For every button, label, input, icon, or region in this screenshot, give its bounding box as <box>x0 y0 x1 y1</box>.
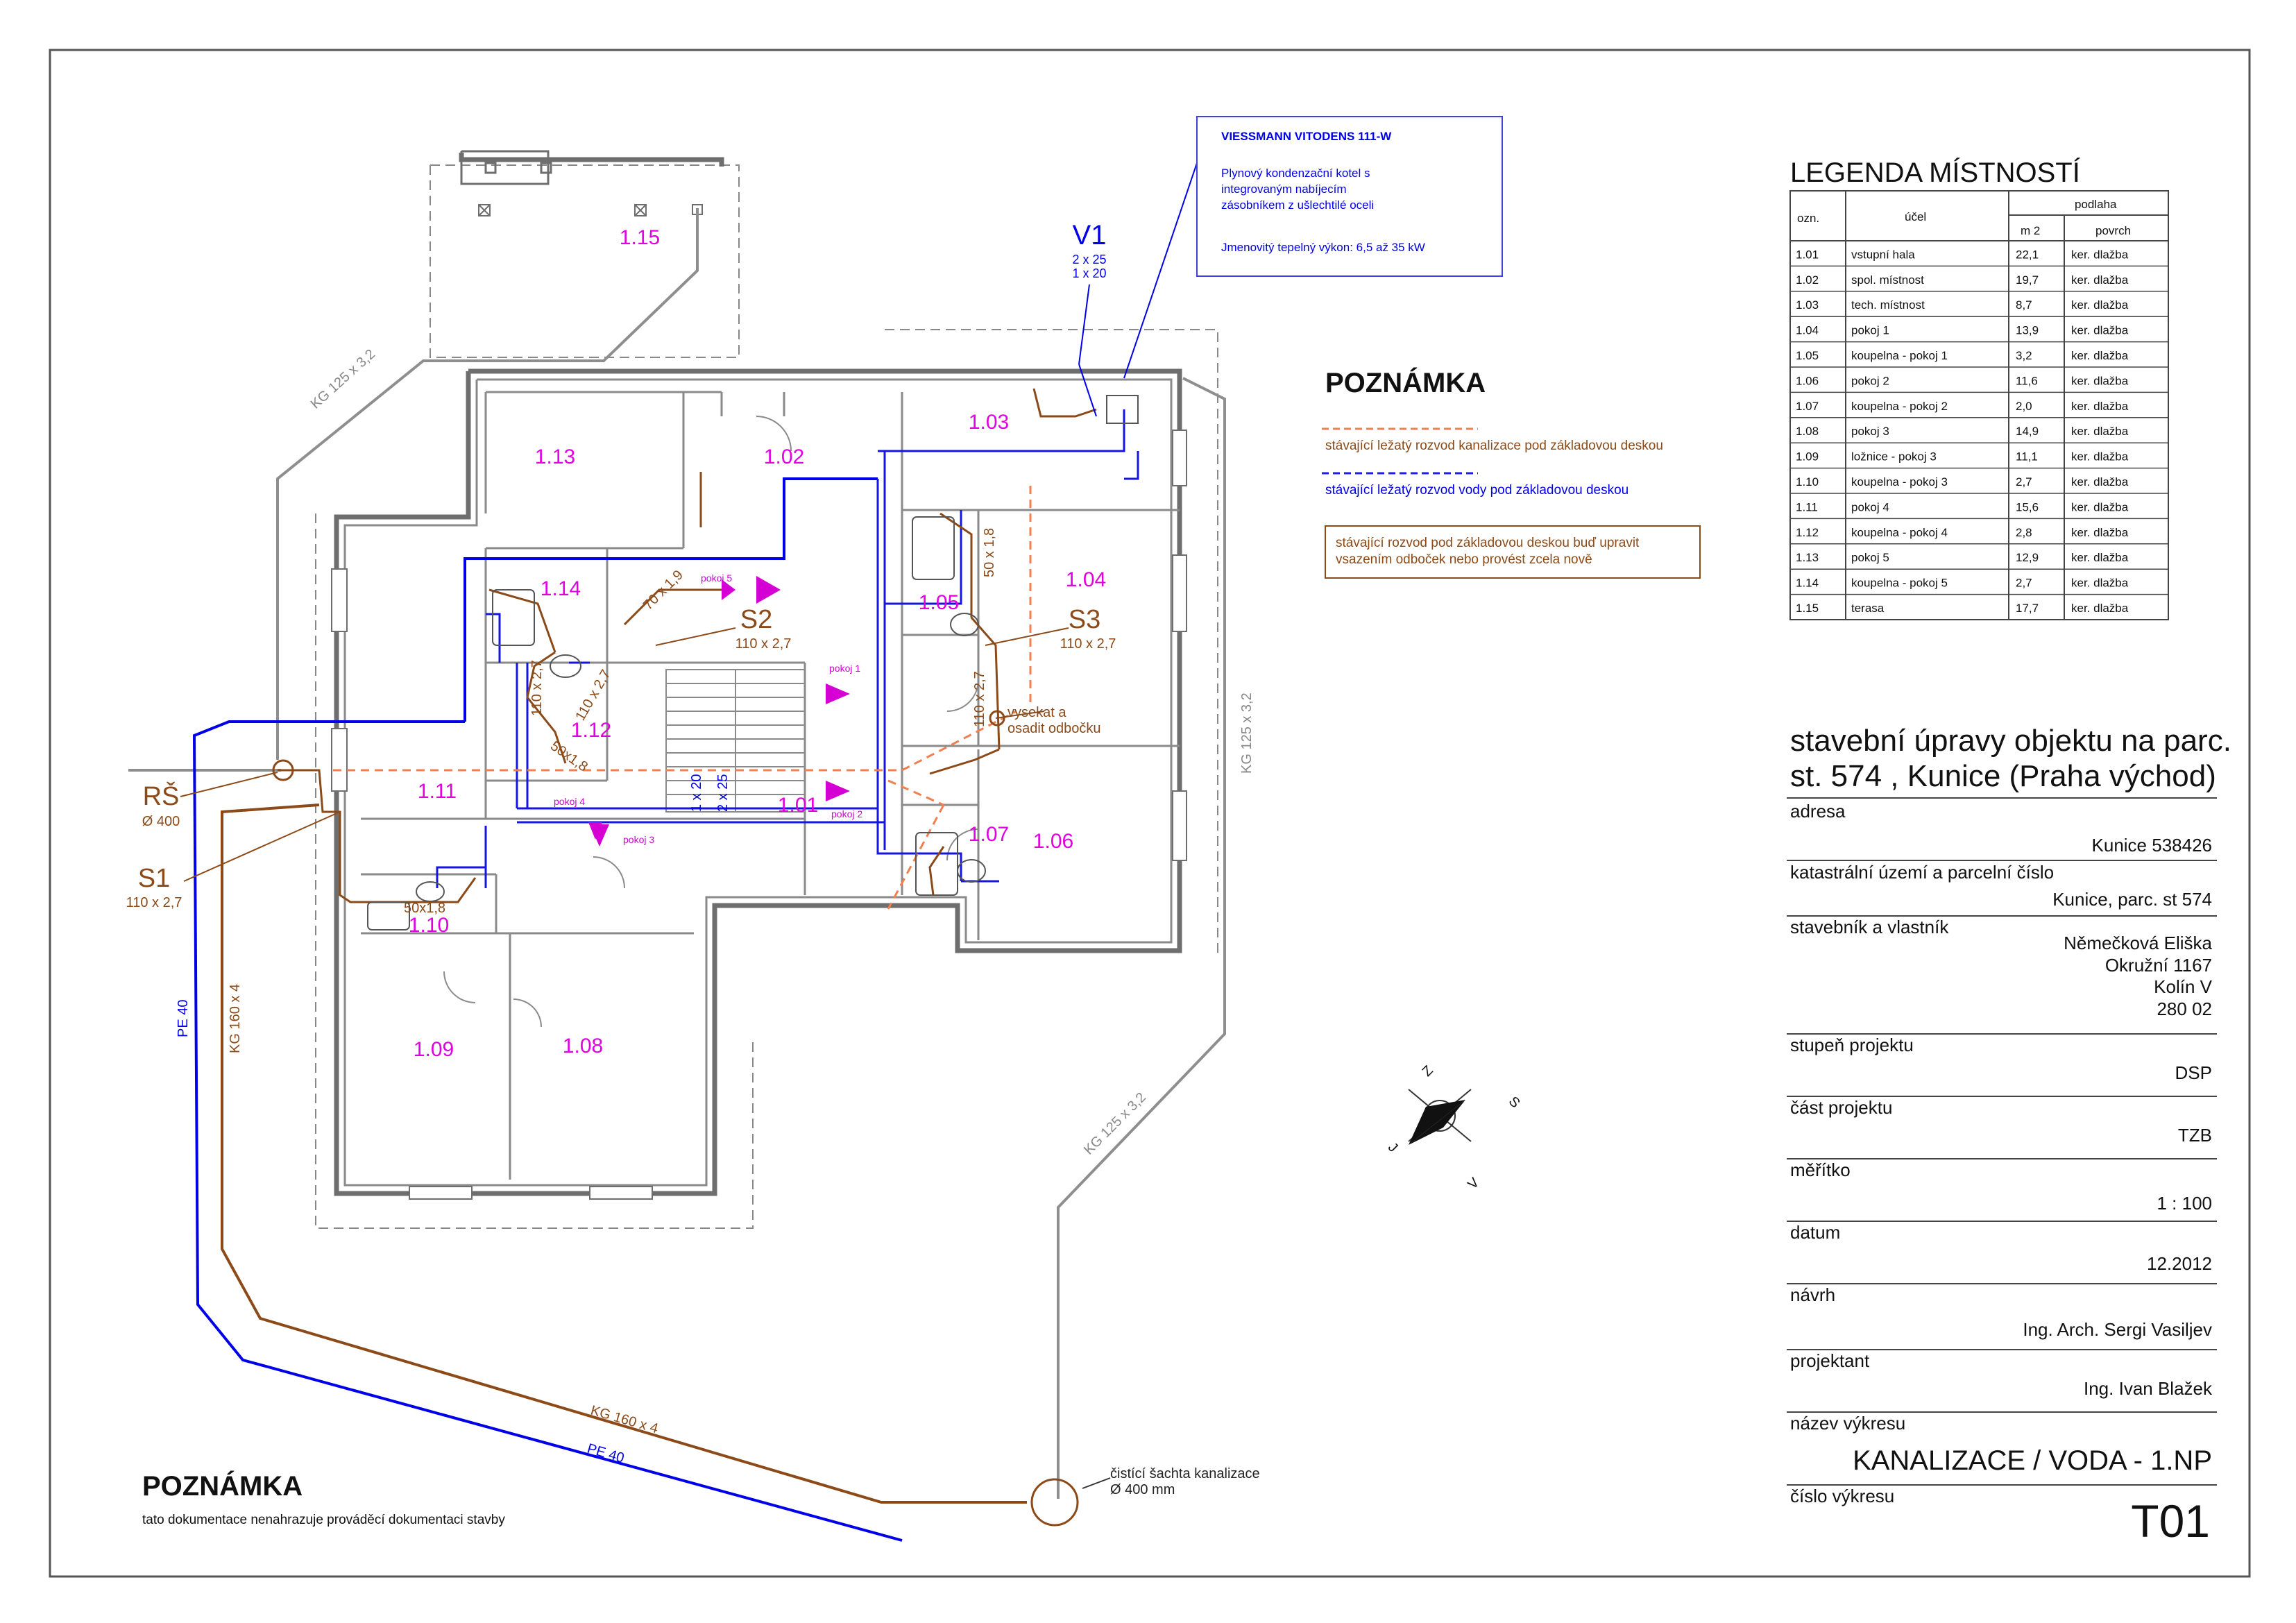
note-bottom-text: tato dokumentace nenahrazuje prováděcí dokumentaci stavby <box>142 1513 505 1527</box>
legend-cell: 1.12 <box>1796 525 1819 539</box>
legend-header-ozn: ozn. <box>1797 212 1820 225</box>
room-label: 1.08 <box>562 1035 604 1057</box>
legend-cell: pokoj 1 <box>1851 323 1889 337</box>
legend-cell: 2,7 <box>2016 576 2032 590</box>
legend-cell: ker. dlažba <box>2071 500 2129 514</box>
tb-value: TZB <box>2177 1125 2212 1146</box>
room-label: 1.10 <box>408 914 450 937</box>
boiler-line: zásobníkem z ušlechtilé oceli <box>1221 198 1375 212</box>
tb-value: DSP <box>2175 1062 2212 1083</box>
leader-sachta <box>1082 1478 1110 1488</box>
pipe-label: 50x1,8 <box>404 901 446 916</box>
legend-cell: 1.02 <box>1796 273 1819 287</box>
note-box-line: stávající rozvod pod základovou deskou buď upravit <box>1336 536 1640 550</box>
room-label: 1.05 <box>918 591 960 614</box>
terrace-drains <box>479 205 702 216</box>
rs-label: RŠ <box>142 782 180 811</box>
tb-value: Kolín V <box>2154 976 2212 997</box>
s3-label: S3 <box>1068 605 1101 634</box>
pipe-label: 110 x 2,7 <box>529 660 545 716</box>
legend-cell: ložnice - pokoj 3 <box>1851 450 1937 464</box>
pipe-label: KG 125 x 3,2 <box>1080 1089 1150 1158</box>
pipe-label: KG 160 x 4 <box>588 1402 660 1437</box>
legend-cell: 1.08 <box>1796 425 1819 439</box>
title-block <box>1790 724 2231 1547</box>
stack-markers <box>273 711 1078 1525</box>
legend-cell: 2,7 <box>2016 475 2032 488</box>
tb-label: katastrální území a parcelní číslo <box>1790 862 2055 883</box>
legend-row-lines <box>1790 266 2168 620</box>
legend-cell: ker. dlažba <box>2071 323 2129 337</box>
legend-cell: 1.05 <box>1796 349 1819 362</box>
legend-cell: ker. dlažba <box>2071 602 2129 615</box>
legend-title: LEGENDA MÍSTNOSTÍ <box>1790 158 2080 188</box>
pipe-label: Ø 400 mm <box>1110 1482 1175 1497</box>
s1-size: 110 x 2,7 <box>126 895 182 910</box>
legend-cell: 15,6 <box>2016 500 2039 514</box>
pipe-label: pokoj 4 <box>554 796 586 807</box>
legend-cell: ker. dlažba <box>2071 374 2129 388</box>
legend-cell: 3,2 <box>2016 349 2032 362</box>
room-label: 1.15 <box>619 226 661 249</box>
legend-cell: 8,7 <box>2016 298 2032 312</box>
legend-header-povrch: povrch <box>2095 224 2132 237</box>
legend-cell: 17,7 <box>2016 602 2039 615</box>
s3-size: 110 x 2,7 <box>1060 636 1116 652</box>
legend-cell: 22,1 <box>2016 248 2039 262</box>
project-title: st. 574 , Kunice (Praha východ) <box>1790 759 2216 793</box>
legend-cell: koupelna - pokoj 1 <box>1851 349 1948 362</box>
pipe-label: 1 x 20 <box>689 774 704 812</box>
pipe-label: 50x1,8 <box>547 738 590 775</box>
legend-header-m2: m 2 <box>2021 224 2041 237</box>
note-water-line: stávající ležatý rozvod vody pod základovou deskou <box>1325 483 1629 498</box>
legend-cell: ker. dlažba <box>2071 298 2129 312</box>
door-swings <box>444 416 978 1027</box>
pipe-label: KG 160 x 4 <box>228 983 243 1053</box>
pipe-label: pokoj 5 <box>701 572 733 584</box>
legend-cell: 1.04 <box>1796 323 1819 337</box>
room-label: 1.13 <box>534 445 576 468</box>
room-label: 1.12 <box>570 719 612 742</box>
tb-value: 280 02 <box>2157 999 2212 1019</box>
legend <box>1790 157 2131 237</box>
pipe-label: KG 125 x 3,2 <box>307 346 379 412</box>
tb-label: návrh <box>1790 1284 1836 1305</box>
legend-cell: 19,7 <box>2016 273 2039 287</box>
legend-cell: 1.07 <box>1796 399 1819 413</box>
legend-cell: ker. dlažba <box>2071 551 2129 565</box>
windows <box>332 430 1187 1199</box>
room-label: 1.11 <box>417 780 457 803</box>
v1-label: V1 <box>1072 220 1107 250</box>
tb-value: Kunice 538426 <box>2091 835 2212 856</box>
room-label: 1.02 <box>763 445 805 468</box>
tb-value: Kunice, parc. st 574 <box>2052 889 2212 910</box>
legend-cell: 1.13 <box>1796 551 1819 565</box>
legend-cell: koupelna - pokoj 5 <box>1851 576 1948 590</box>
legend-cell: pokoj 5 <box>1851 551 1889 565</box>
drawing-number: T01 <box>2131 1495 2210 1547</box>
compass-z: Z <box>1419 1062 1436 1080</box>
compass-v: V <box>1465 1175 1483 1193</box>
tb-label: adresa <box>1790 801 1846 822</box>
legend-cell: 12,9 <box>2016 551 2039 565</box>
room-label: 1.06 <box>1032 830 1074 853</box>
legend-cell: 2,0 <box>2016 399 2032 413</box>
tb-label: číslo výkresu <box>1790 1486 1895 1506</box>
legend-cell: ker. dlažba <box>2071 450 2129 464</box>
tb-value: 12.2012 <box>2147 1253 2212 1274</box>
room-label: 1.09 <box>413 1038 454 1061</box>
note-box-line: vsazením odboček nebo provést zcela nově <box>1336 552 1592 567</box>
water-main <box>194 479 902 1540</box>
pipe-label: pokoj 2 <box>831 808 863 819</box>
rain-sewer-lines <box>128 208 1225 1499</box>
pipe-label: PE 40 <box>585 1441 627 1466</box>
legend-header-podlaha: podlaha <box>2075 198 2117 211</box>
pipe-label: 110 x 2,7 <box>972 671 987 727</box>
tb-label: projektant <box>1790 1350 1870 1371</box>
tb-label: název výkresu <box>1790 1413 1906 1434</box>
legend-cell: 1.11 <box>1796 500 1818 514</box>
note-top <box>1325 367 1663 567</box>
v1-size1: 2 x 25 <box>1072 253 1107 266</box>
legend-cell: 13,9 <box>2016 323 2039 337</box>
tb-value: 1 : 100 <box>2157 1193 2212 1214</box>
project-title: stavební úpravy objektu na parc. <box>1790 724 2231 758</box>
note-bottom-heading: POZNÁMKA <box>142 1471 303 1502</box>
s2-label: S2 <box>740 605 773 634</box>
tb-label: stupeň projektu <box>1790 1035 1914 1055</box>
pipe-label: pokoj 3 <box>623 834 655 845</box>
tb-label: stavebník a vlastník <box>1790 917 1949 937</box>
legend-cell: tech. místnost <box>1851 298 1925 312</box>
legend-cell: ker. dlažba <box>2071 399 2129 413</box>
terrace-structure <box>461 151 551 184</box>
legend-cell: 11,6 <box>2016 374 2038 388</box>
legend-cell: 1.14 <box>1796 576 1819 590</box>
note-top-heading: POZNÁMKA <box>1325 368 1486 398</box>
tb-value: Ing. Arch. Sergi Vasiljev <box>2023 1319 2212 1340</box>
legend-cell: 2,8 <box>2016 525 2032 539</box>
v1-size2: 1 x 20 <box>1072 266 1107 280</box>
sewer-main <box>222 805 1027 1502</box>
legend-cell: 11,1 <box>2016 450 2038 464</box>
pipe-label: 2 x 25 <box>715 774 731 812</box>
boiler-line: integrovaným nabíjecím <box>1221 182 1347 196</box>
leader-boiler <box>1124 163 1197 378</box>
legend-cell: 1.10 <box>1796 475 1819 488</box>
drawing-name: KANALIZACE / VODA - 1.NP <box>1853 1445 2212 1476</box>
tb-value: Němečková Eliška <box>2064 933 2212 953</box>
legend-cell: 1.15 <box>1796 602 1819 615</box>
room-label: 1.14 <box>540 577 581 600</box>
legend-cell: vstupní hala <box>1851 248 1915 262</box>
pipe-label: 50 x 1,8 <box>982 527 997 577</box>
tb-label: měřítko <box>1790 1159 1851 1180</box>
boiler-line: Jmenovitý tepelný výkon: 6,5 až 35 kW <box>1221 241 1425 254</box>
room-label: 1.07 <box>968 823 1010 846</box>
legend-cell: 1.06 <box>1796 374 1819 388</box>
leader-lines-blue <box>1079 284 1096 416</box>
note-sewer-line: stávající ležatý rozvod kanalizace pod základovou deskou <box>1325 439 1663 453</box>
boiler-line: Plynový kondenzační kotel s <box>1221 167 1370 180</box>
legend-cell: koupelna - pokoj 4 <box>1851 525 1948 539</box>
pipe-label: 110 x 2,7 <box>572 667 614 724</box>
legend-cell: koupelna - pokoj 3 <box>1851 475 1948 488</box>
tb-label: část projektu <box>1790 1097 1893 1118</box>
pipe-label: čistící šachta kanalizace <box>1110 1466 1260 1481</box>
tb-value: Ing. Ivan Blažek <box>2084 1378 2212 1399</box>
pipe-label: 70 x 1,9 <box>640 567 686 613</box>
staircase <box>666 670 805 812</box>
legend-cell: 1.09 <box>1796 450 1819 464</box>
rs-size: Ø 400 <box>142 814 180 829</box>
compass-s: S <box>1505 1094 1523 1112</box>
legend-cell: ker. dlažba <box>2071 273 2129 287</box>
legend-cell: ker. dlažba <box>2071 475 2129 488</box>
room-label: 1.01 <box>777 794 819 817</box>
legend-cell: pokoj 4 <box>1851 500 1889 514</box>
legend-cell: spol. místnost <box>1851 273 1924 287</box>
legend-cell: 1.01 <box>1796 248 1819 262</box>
boiler-title: VIESSMANN VITODENS 111-W <box>1221 130 1392 143</box>
legend-header-ucel: účel <box>1905 210 1927 223</box>
legend-cell: ker. dlažba <box>2071 576 2129 590</box>
pipe-label: KG 125 x 3,2 <box>1239 692 1255 774</box>
s2-size: 110 x 2,7 <box>735 636 792 652</box>
legend-cell: terasa <box>1851 602 1885 615</box>
pipe-label: pokoj 1 <box>829 663 861 674</box>
legend-cell: 1.03 <box>1796 298 1819 312</box>
building-walls <box>337 153 1180 1193</box>
pipe-label: PE 40 <box>176 999 191 1037</box>
room-label: 1.04 <box>1065 568 1107 591</box>
legend-cell: koupelna - pokoj 2 <box>1851 399 1948 413</box>
legend-cell: ker. dlažba <box>2071 349 2129 362</box>
legend-cell: ker. dlažba <box>2071 525 2129 539</box>
s1-label: S1 <box>137 864 171 893</box>
legend-cell: pokoj 2 <box>1851 374 1889 388</box>
legend-cell: ker. dlažba <box>2071 425 2129 439</box>
tb-label: datum <box>1790 1222 1841 1243</box>
room-label: 1.03 <box>968 411 1010 434</box>
pipe-label: vysekat a <box>1007 705 1066 720</box>
legend-cell: 14,9 <box>2016 425 2039 439</box>
legend-cell: ker. dlažba <box>2071 248 2129 262</box>
pipe-label: osadit odbočku <box>1007 721 1101 736</box>
tb-value: Okružní 1167 <box>2104 955 2212 976</box>
compass-j: J <box>1384 1139 1401 1156</box>
compass-rose <box>1409 1089 1471 1145</box>
legend-cell: pokoj 3 <box>1851 425 1889 439</box>
note-bottom <box>142 1470 505 1527</box>
